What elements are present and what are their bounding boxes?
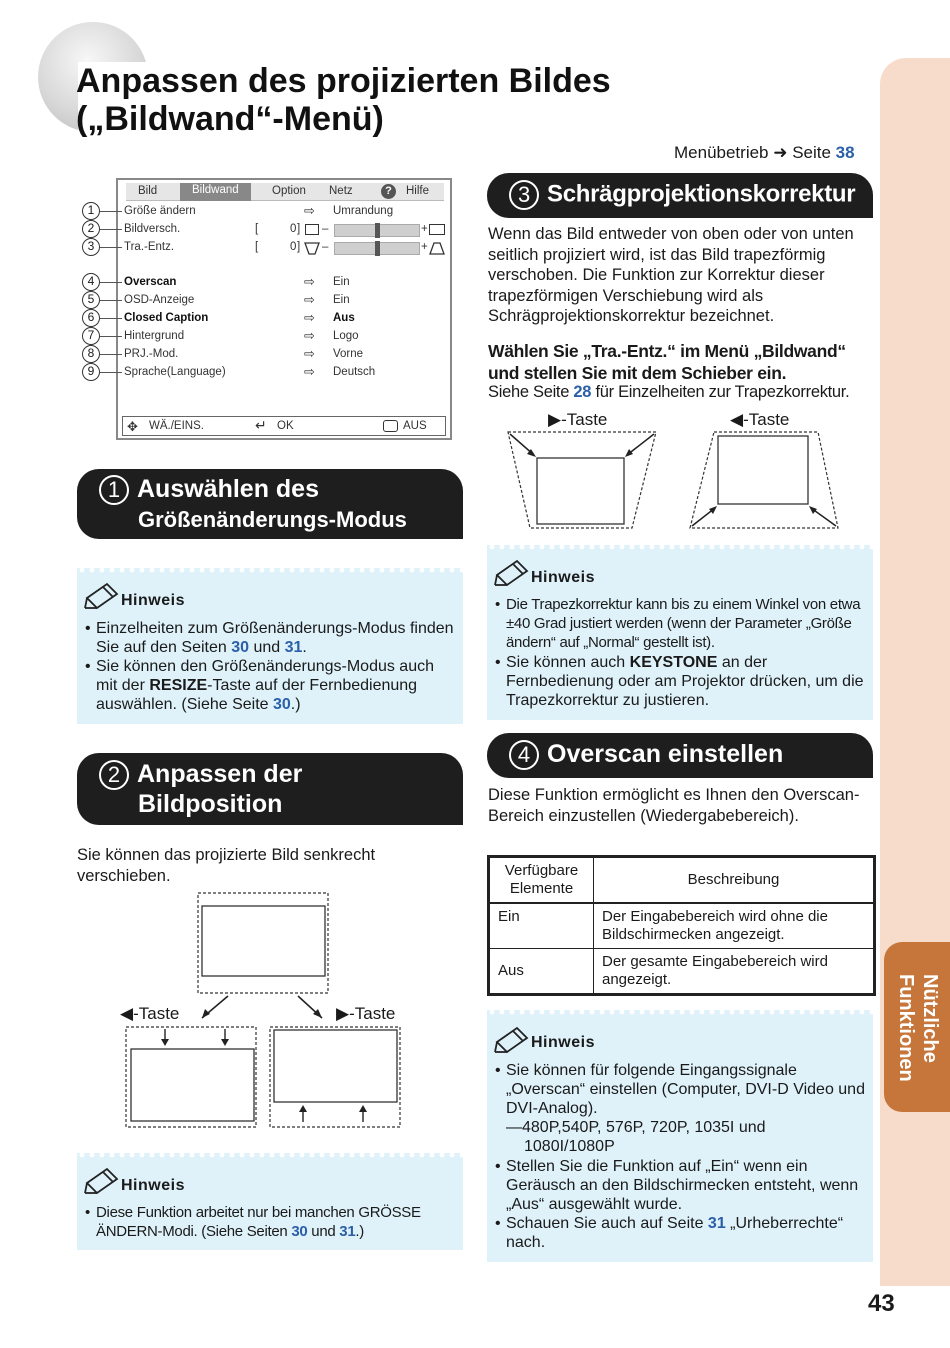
section-3-see-text-b: für Einzelheiten zur Trapezkorrektur. <box>591 383 850 401</box>
bullet-mark: • <box>495 654 501 671</box>
osd-row-label-1: Größe ändern <box>124 205 196 217</box>
callout-leader <box>100 247 122 248</box>
exit-icon <box>383 420 398 432</box>
arrow-right-icon: ⇨ <box>304 292 315 307</box>
callout-number-4: 4 <box>82 273 100 291</box>
section-3-number: 3 <box>509 180 539 210</box>
section-3-heading <box>487 173 873 218</box>
callout-number-9: 9 <box>82 363 100 381</box>
osd-tab-hilfe: Hilfe <box>406 185 430 197</box>
page-link-28[interactable]: 28 <box>573 383 592 401</box>
note-3-bullet-1 <box>495 595 868 652</box>
section-3-title: Schrägprojektionskorrektur <box>547 180 856 208</box>
section-1-title-line1: Auswählen des <box>137 475 319 503</box>
page-link-31[interactable]: 31 <box>339 1223 356 1240</box>
osd-footer-exit: AUS <box>403 420 427 432</box>
osd-row-value-9: Deutsch <box>333 366 376 378</box>
pencil-icon <box>83 580 121 610</box>
table-cell-description: Der Eingabebereich wird ohne die Bildschirmecken angezeigt. <box>594 903 874 949</box>
overscan-table <box>487 855 876 996</box>
osd-row-label-5: OSD-Anzeige <box>124 294 195 306</box>
table-cell-item: Ein <box>490 903 594 949</box>
osd-row-label-3: Tra.-Entz. <box>124 241 175 253</box>
section-4-heading-line <box>509 740 783 770</box>
note-3-bullet-2-text-b: an der Fernbedienung oder am Projektor drücken, um die Trapezkorrektur zu justieren. <box>506 654 864 709</box>
osd-row-value-4: Ein <box>333 276 350 288</box>
callout-leader <box>100 211 122 212</box>
note-dots-top <box>77 1151 463 1159</box>
table-header-items: Verfügbare Elemente <box>490 858 594 904</box>
osd-row-value-1: Umrandung <box>333 205 394 217</box>
side-tab-label-wrap <box>890 950 946 1106</box>
note-1-bullet-1-text: Einzelheiten zum Größenänderungs-Modus finden Sie auf den Seiten <box>96 620 454 656</box>
note-3-bullet-2-text-a: Sie können auch <box>506 654 630 671</box>
page-title-line2: („Bildwand“-Menü) <box>76 100 384 138</box>
note-dots-top <box>487 543 873 551</box>
table-row <box>490 903 874 949</box>
osd-tab-option: Option <box>272 185 306 197</box>
page-link-31[interactable]: 31 <box>284 639 303 656</box>
keystone-up-icon <box>429 242 445 255</box>
osd-row-label-7: Hintergrund <box>124 330 185 342</box>
section-2-number: 2 <box>99 760 129 790</box>
note-1-end: . <box>302 639 307 656</box>
move-arrows-icon: ✥ <box>127 419 138 434</box>
section-4-number: 4 <box>509 740 539 770</box>
osd-tab-netz: Netz <box>329 185 353 197</box>
menu-reference-text: Menübetrieb ➜ Seite <box>674 143 836 162</box>
osd-bracket-open: [ <box>255 241 259 253</box>
osd-footer-select: WÄ./EINS. <box>149 420 204 432</box>
osd-footer-ok: OK <box>277 420 294 432</box>
callout-leader <box>100 300 122 301</box>
note-1-bullet-2 <box>85 657 456 714</box>
arrow-right-icon: ⇨ <box>304 328 315 343</box>
menu-reference-page-link[interactable]: 38 <box>835 143 855 162</box>
page-link-30[interactable]: 30 <box>231 639 250 656</box>
note-4-bullet-3-text-a: Schauen Sie auch auf Seite <box>506 1215 708 1232</box>
note-2-bullet-1 <box>85 1203 458 1241</box>
osd-row-value-3: 0 <box>290 241 297 253</box>
osd-bracket-close: ] <box>297 241 301 253</box>
osd-row-value-7: Logo <box>333 330 359 342</box>
right-key-label: ▶-Taste <box>336 1004 396 1023</box>
section-2-title-line1: Anpassen der <box>137 760 303 788</box>
osd-plus: + <box>421 241 428 253</box>
left-key-label: ◀-Taste <box>730 410 790 429</box>
help-icon: ? <box>381 184 396 199</box>
note-dots-top <box>487 1008 873 1016</box>
note-4-bullet-1 <box>495 1061 868 1118</box>
keystone-down-icon <box>304 242 320 255</box>
section-4-description: Diese Funktion ermöglicht es Ihnen den Overscan-Bereich einzustellen (Wiedergabebereich). <box>488 786 860 825</box>
right-key-label: ▶-Taste <box>548 410 608 429</box>
page-title <box>76 62 611 138</box>
slider-knob <box>375 241 380 256</box>
note-1-bullet-2-text-a: Sie können den Größenänderungs-Modus auch mit der <box>96 658 434 694</box>
note-2-bullet-1-text: Diese Funktion arbeitet nur bei manchen GRÖSSE ÄNDERN-Modi. (Siehe Seiten <box>96 1204 421 1240</box>
note-4-bullet-3-text-b: „Urheberrechte“ nach. <box>506 1215 844 1251</box>
bullet-mark: • <box>495 1158 501 1175</box>
note-1-and: und <box>249 639 285 656</box>
section-1-heading <box>77 469 463 539</box>
section-1-heading-line1 <box>99 475 319 505</box>
table-header-description: Beschreibung <box>594 858 874 904</box>
note-4-title: Hinweis <box>531 1034 595 1051</box>
note-box-1 <box>77 568 463 724</box>
osd-row-value-6: Aus <box>333 312 355 324</box>
osd-footer <box>122 416 446 436</box>
note-1-title: Hinweis <box>121 592 185 609</box>
note-4-bullet-2 <box>495 1157 868 1214</box>
position-icon <box>305 224 319 235</box>
bullet-mark: • <box>495 596 500 613</box>
callout-number-6: 6 <box>82 309 100 327</box>
section-2-heading <box>77 753 463 825</box>
arrow-right-icon: ⇨ <box>304 203 315 218</box>
note-1-bullet-1 <box>85 619 456 657</box>
note-3-title: Hinweis <box>531 569 595 586</box>
pencil-icon <box>493 1024 531 1054</box>
note-dots-top <box>77 566 463 574</box>
pencil-icon <box>493 557 531 587</box>
osd-minus: – <box>322 241 329 253</box>
table-cell-description: Der gesamte Eingabebereich wird angezeigt. <box>594 949 874 994</box>
note-box-4 <box>487 1010 873 1262</box>
callout-leader <box>100 354 122 355</box>
enter-icon: ↵ <box>255 417 267 433</box>
osd-tab-bildwand: Bildwand <box>180 183 251 201</box>
menu-reference <box>674 143 855 163</box>
page-link-30[interactable]: 30 <box>273 696 291 713</box>
position-icon <box>429 224 445 235</box>
section-4-title: Overscan einstellen <box>547 740 784 768</box>
section-3-see-text-a: Siehe Seite <box>488 383 574 401</box>
keystone-diagram <box>500 428 850 533</box>
callout-number-5: 5 <box>82 291 100 309</box>
image-shift-results <box>120 1024 410 1132</box>
section-2-title-line2: Bildposition <box>138 790 283 818</box>
bullet-mark: • <box>85 658 91 675</box>
left-key-label: ◀-Taste <box>120 1004 180 1023</box>
side-tab-label: Nützliche Funktionen <box>895 974 941 1082</box>
callout-number-7: 7 <box>82 327 100 345</box>
note-4-bullet-3 <box>495 1214 868 1252</box>
page-link-30[interactable]: 30 <box>291 1223 308 1240</box>
bullet-mark: • <box>85 620 91 637</box>
tra-entz-slider <box>334 242 420 255</box>
table-row <box>490 949 874 994</box>
note-4-signal-list: —480P,540P, 576P, 720P, 1035I und 1080I/1080P <box>506 1119 766 1155</box>
note-box-3 <box>487 545 873 720</box>
table-cell-item: Aus <box>490 949 594 994</box>
callout-leader <box>100 318 122 319</box>
callout-number-3: 3 <box>82 238 100 256</box>
osd-row-value-8: Vorne <box>333 348 364 360</box>
osd-minus: – <box>322 223 329 235</box>
osd-row-label-6: Closed Caption <box>124 312 209 324</box>
osd-row-value-5: Ein <box>333 294 350 306</box>
osd-row-label-8: PRJ.-Mod. <box>124 348 179 360</box>
note-4-bullet-2-text: Stellen Sie die Funktion auf „Ein“ wenn ein Geräusch an den Bildschirmecken entsteht, wenn „Aus“ ausgewählt wurde. <box>506 1158 859 1213</box>
note-2-and: und <box>307 1223 340 1240</box>
note-1-bullet-2-end: .) <box>290 696 301 713</box>
resize-key-label: RESIZE <box>149 677 208 694</box>
section-1-title-line2: Größenänderungs-Modus <box>138 507 407 532</box>
page-title-line1: Anpassen des projizierten Bildes <box>76 62 611 100</box>
page-number: 43 <box>868 1290 895 1317</box>
section-3-description: Wenn das Bild entweder von oben oder von unten seitlich projiziert wird, ist das Bild trapezförmig verschoben. Die Funktion zur Korrektur dieser trapezförmigen Verschiebung wird als Schrägprojektionskorrektur bezeichnet. <box>488 225 854 325</box>
callout-leader <box>100 229 122 230</box>
callout-leader <box>100 372 122 373</box>
note-3-bullet-1-text: Die Trapezkorrektur kann bis zu einem Winkel von etwa ±40 Grad justiert werden (wenn der Parameter „Größe ändern“ auf „Normal“ gestellt ist). <box>506 596 861 651</box>
callout-number-1: 1 <box>82 202 100 220</box>
slider-knob <box>375 223 380 238</box>
section-3-heading-line <box>509 180 855 210</box>
arrow-right-icon: ⇨ <box>304 274 315 289</box>
section-1-number: 1 <box>99 475 129 505</box>
note-3-bullet-2 <box>495 653 868 710</box>
arrow-right-icon: ⇨ <box>304 310 315 325</box>
osd-bracket-close: ] <box>297 223 301 235</box>
bullet-mark: • <box>495 1062 501 1079</box>
section-2-heading-line1 <box>99 760 302 790</box>
osd-menu-illustration <box>116 178 452 440</box>
section-4-heading <box>487 733 873 778</box>
note-1-bullet-2-text-b: -Taste auf der Fernbedienung auswählen. (Siehe Seite <box>96 677 418 713</box>
overscan-table-grid <box>489 857 874 994</box>
callout-number-8: 8 <box>82 345 100 363</box>
callout-number-2: 2 <box>82 220 100 238</box>
osd-row-label-4: Overscan <box>124 276 177 288</box>
osd-row-label-2: Bildversch. <box>124 223 181 235</box>
osd-tab-bar <box>126 183 444 201</box>
note-2-title: Hinweis <box>121 1177 185 1194</box>
osd-bracket-open: [ <box>255 223 259 235</box>
section-3-instruction: Wählen Sie „Tra.-Entz.“ im Menü „Bildwand“ und stellen Sie mit dem Schieber ein. <box>488 341 846 383</box>
note-4-bullet-1-text: Sie können für folgende Eingangssignale „Overscan“ einstellen (Computer, DVI-D Video und DVI-Analog). <box>506 1062 865 1117</box>
note-2-end: .) <box>355 1223 364 1240</box>
osd-row-label-9: Sprache(Language) <box>124 366 226 378</box>
callout-leader <box>100 282 122 283</box>
note-box-2 <box>77 1153 463 1250</box>
table-header-row <box>490 858 874 904</box>
keystone-key-label: KEYSTONE <box>629 654 718 671</box>
osd-tab-bild: Bild <box>138 185 158 197</box>
osd-plus: + <box>421 223 428 235</box>
section-3-see-also <box>488 383 878 402</box>
pencil-icon <box>83 1165 121 1195</box>
callout-leader <box>100 336 122 337</box>
bullet-mark: • <box>495 1215 501 1232</box>
arrow-right-icon: ⇨ <box>304 346 315 361</box>
bullet-mark: • <box>85 1204 90 1221</box>
section-2-description: Sie können das projizierte Bild senkrecht verschieben. <box>77 846 376 885</box>
page-link-31[interactable]: 31 <box>707 1215 726 1232</box>
osd-row-value-2: 0 <box>290 223 297 235</box>
arrow-right-icon: ⇨ <box>304 364 315 379</box>
bildversch-slider <box>334 224 420 237</box>
